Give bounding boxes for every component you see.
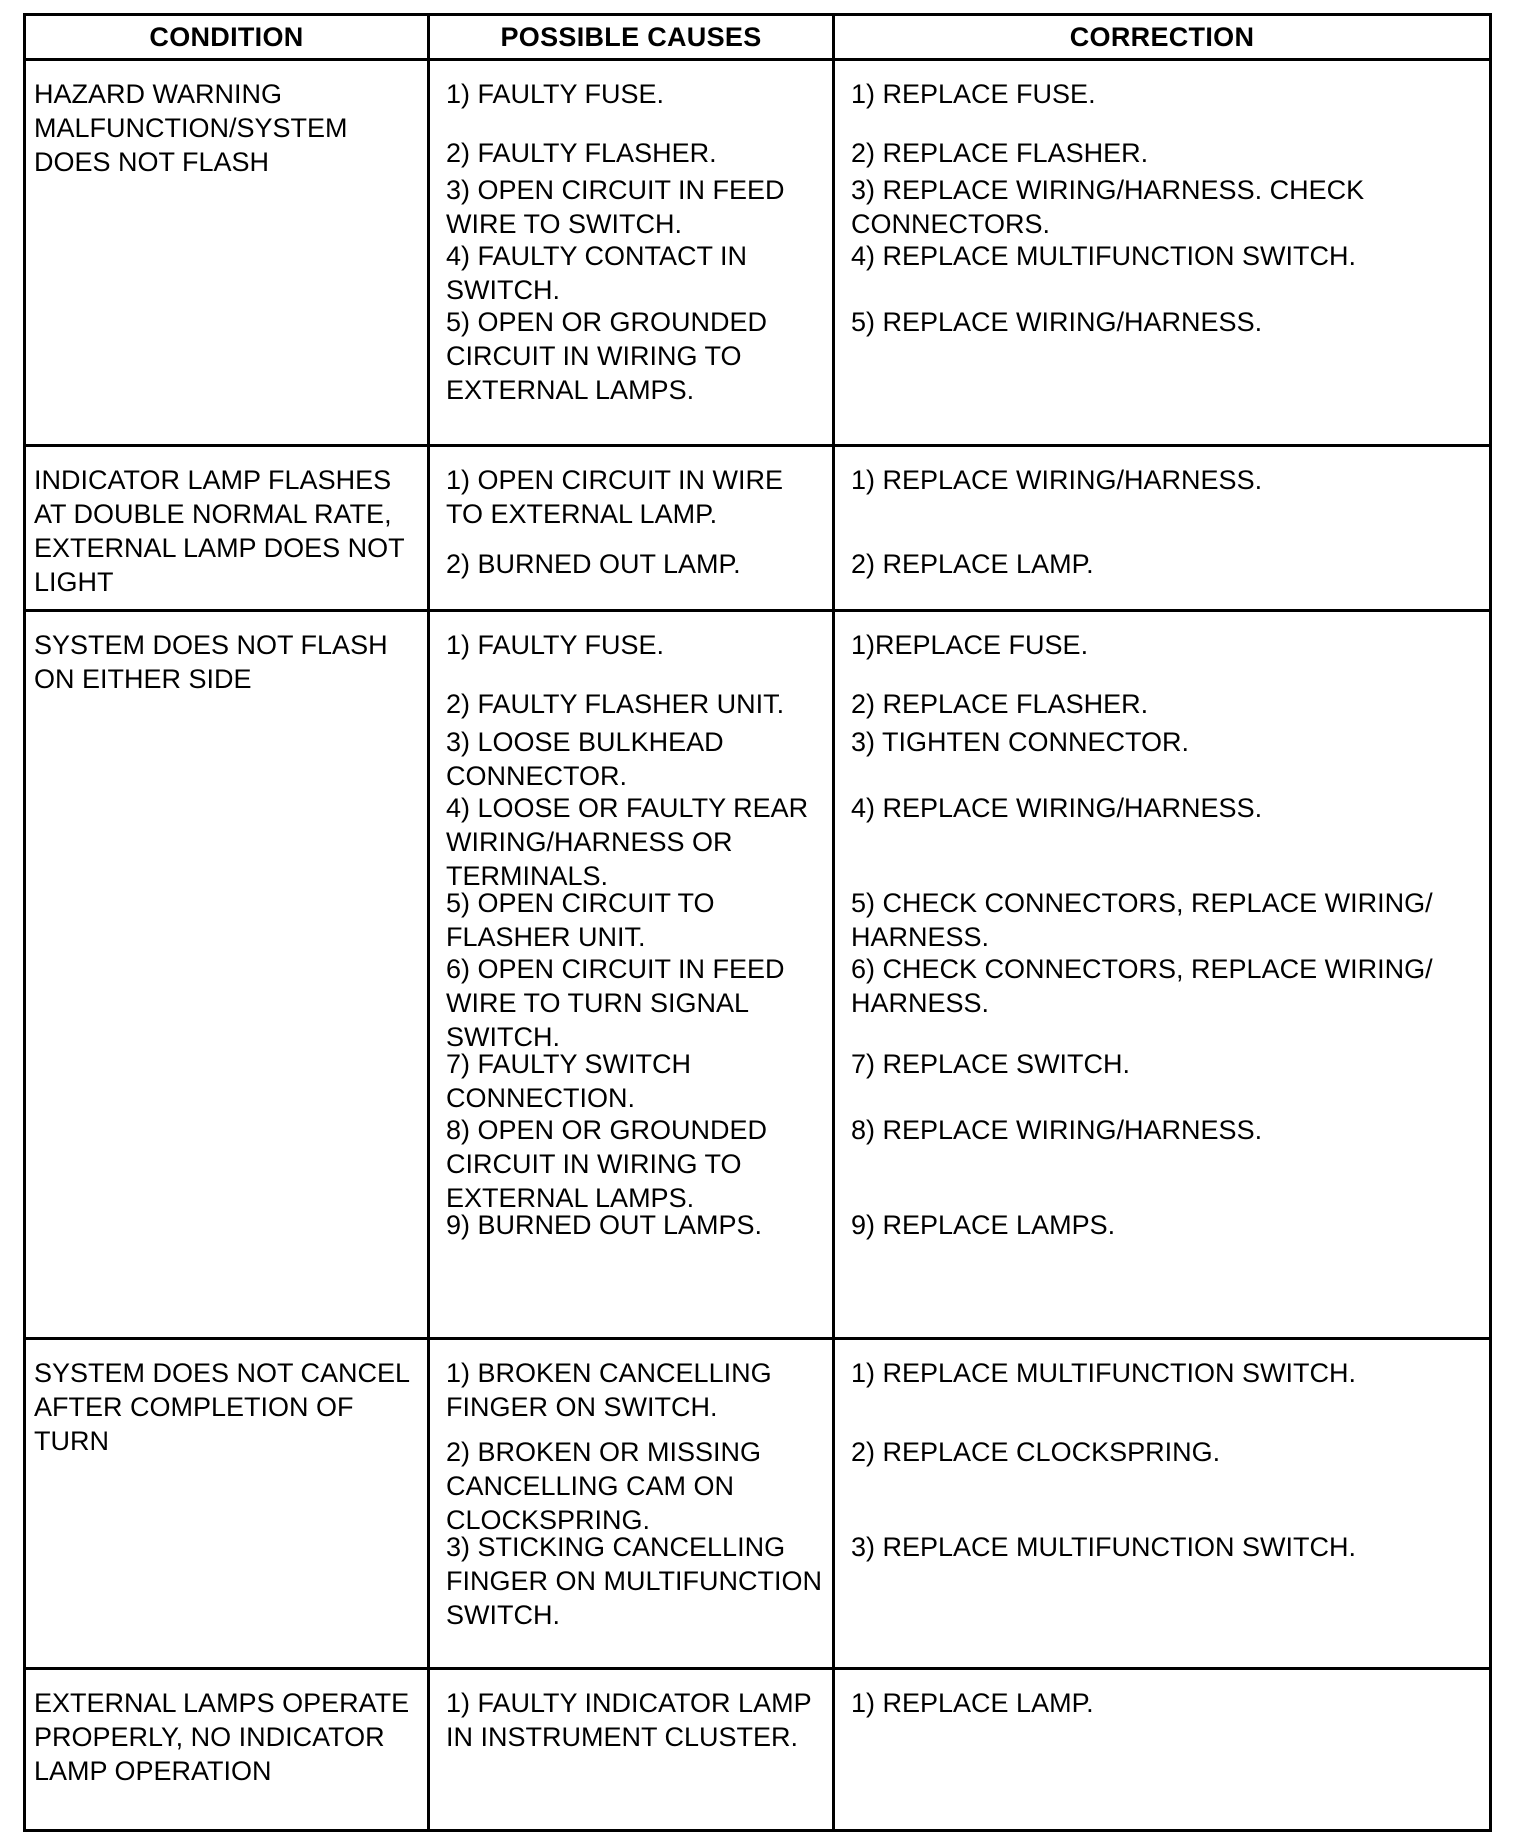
table-row [25,1339,1491,1669]
condition-cell: SYSTEM DOES NOT FLASH ON EITHER SIDE [25,611,429,1339]
header-row [25,15,1491,60]
correction-item: 1)REPLACE FUSE. [851,630,1089,660]
cause-item: 2) FAULTY FLASHER. [446,138,717,168]
possible-causes-cell [429,1339,834,1669]
diagnosis-table [23,13,1492,1832]
correction-item: 9) REPLACE LAMPS. [851,1210,1116,1240]
cause-item: 1) FAULTY FUSE. [446,79,665,109]
cause-item: 5) OPEN CIRCUIT TO FLASHER UNIT. [446,888,715,952]
cause-item: 1) OPEN CIRCUIT IN WIRE TO EXTERNAL LAMP. [446,465,784,529]
condition-cell: INDICATOR LAMP FLASHES AT DOUBLE NORMAL RATE, EXTERNAL LAMP DOES NOT LIGHT [25,446,429,611]
cause-item: 2) BURNED OUT LAMP. [446,549,741,579]
condition-cell: SYSTEM DOES NOT CANCEL AFTER COMPLETION OF TURN [25,1339,429,1669]
header-correction: CORRECTION [834,15,1491,60]
correction-cell [834,60,1491,446]
correction-item: 7) REPLACE SWITCH. [851,1049,1131,1079]
cause-item: 8) OPEN OR GROUNDED CIRCUIT IN WIRING TO EXTERNAL LAMPS. [446,1115,768,1213]
possible-causes-cell [429,611,834,1339]
cause-item: 6) OPEN CIRCUIT IN FEED WIRE TO TURN SIGNAL SWITCH. [446,954,785,1052]
correction-item: 2) REPLACE FLASHER. [851,138,1149,168]
cause-item: 1) FAULTY FUSE. [446,630,665,660]
possible-causes-cell [429,446,834,611]
possible-causes-cell [429,1669,834,1831]
cause-item: 1) BROKEN CANCELLING FINGER ON SWITCH. [446,1358,772,1422]
correction-item: 3) REPLACE MULTIFUNCTION SWITCH. [851,1532,1357,1562]
correction-item: 2) REPLACE FLASHER. [851,689,1149,719]
correction-item: 2) REPLACE CLOCKSPRING. [851,1437,1221,1467]
correction-item: 1) REPLACE FUSE. [851,79,1096,109]
table-row [25,611,1491,1339]
correction-item: 4) REPLACE MULTIFUNCTION SWITCH. [851,241,1357,271]
cause-item: 3) LOOSE BULKHEAD CONNECTOR. [446,727,724,791]
possible-causes-cell [429,60,834,446]
cause-item: 3) STICKING CANCELLING FINGER ON MULTIFUNCTION SWITCH. [446,1532,822,1630]
cause-item: 4) LOOSE OR FAULTY REAR WIRING/HARNESS OR TERMINALS. [446,793,809,891]
correction-item: 5) CHECK CONNECTORS, REPLACE WIRING/ HARNESS. [851,888,1433,952]
header-possible-causes: POSSIBLE CAUSES [429,15,834,60]
correction-item: 5) REPLACE WIRING/HARNESS. [851,307,1263,337]
cause-item: 2) BROKEN OR MISSING CANCELLING CAM ON CLOCKSPRING. [446,1437,762,1535]
condition-cell: EXTERNAL LAMPS OPERATE PROPERLY, NO INDICATOR LAMP OPERATION [25,1669,429,1831]
cause-item: 4) FAULTY CONTACT IN SWITCH. [446,241,748,305]
correction-item: 1) REPLACE WIRING/HARNESS. [851,465,1263,495]
correction-item: 3) TIGHTEN CONNECTOR. [851,727,1190,757]
correction-cell [834,611,1491,1339]
cause-item: 1) FAULTY INDICATOR LAMP IN INSTRUMENT CLUSTER. [446,1688,812,1752]
correction-item: 6) CHECK CONNECTORS, REPLACE WIRING/ HARNESS. [851,954,1433,1018]
condition-cell: HAZARD WARNING MALFUNCTION/SYSTEM DOES NOT FLASH [25,60,429,446]
cause-item: 9) BURNED OUT LAMPS. [446,1210,763,1240]
correction-cell [834,446,1491,611]
correction-item: 4) REPLACE WIRING/HARNESS. [851,793,1263,823]
cause-item: 7) FAULTY SWITCH CONNECTION. [446,1049,692,1113]
correction-item: 1) REPLACE MULTIFUNCTION SWITCH. [851,1358,1357,1388]
correction-item: 2) REPLACE LAMP. [851,549,1094,579]
cause-item: 2) FAULTY FLASHER UNIT. [446,689,785,719]
correction-item: 8) REPLACE WIRING/HARNESS. [851,1115,1263,1145]
correction-item: 3) REPLACE WIRING/HARNESS. CHECK CONNECTORS. [851,175,1365,239]
table-row [25,446,1491,611]
correction-cell [834,1339,1491,1669]
correction-cell [834,1669,1491,1831]
table-row [25,60,1491,446]
cause-item: 5) OPEN OR GROUNDED CIRCUIT IN WIRING TO EXTERNAL LAMPS. [446,307,768,405]
header-condition: CONDITION [25,15,429,60]
correction-item: 1) REPLACE LAMP. [851,1688,1094,1718]
table-row [25,1669,1491,1831]
cause-item: 3) OPEN CIRCUIT IN FEED WIRE TO SWITCH. [446,175,785,239]
